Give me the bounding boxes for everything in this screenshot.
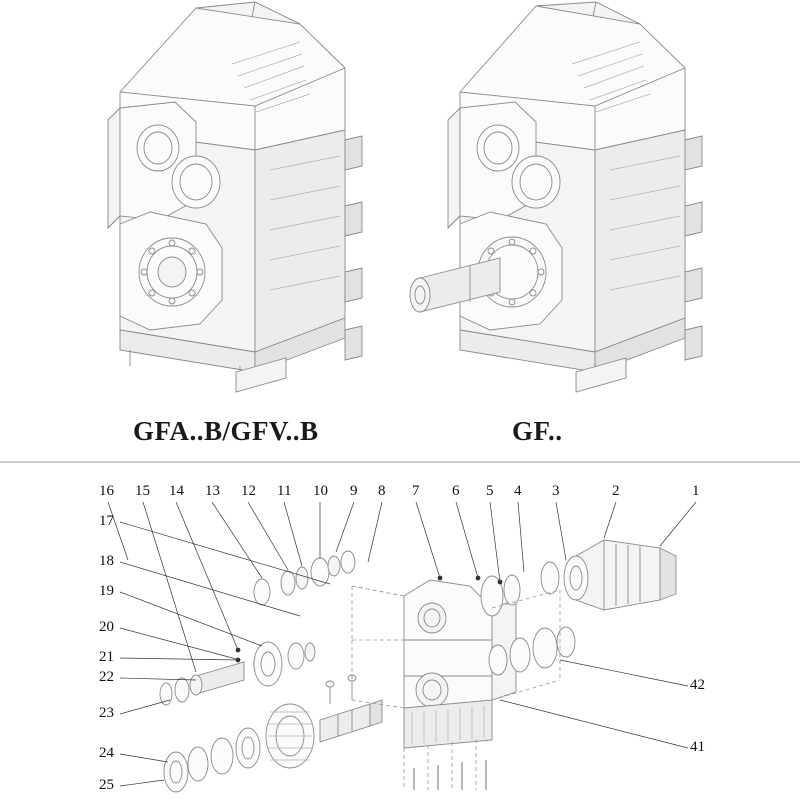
callout-19: 19 xyxy=(99,583,114,599)
callout-20: 20 xyxy=(99,619,114,635)
callout-16: 16 xyxy=(99,483,114,499)
callout-10: 10 xyxy=(313,483,328,499)
callout-8: 8 xyxy=(378,483,386,499)
exploded-assembly-art xyxy=(108,502,696,792)
callout-22: 22 xyxy=(99,669,114,685)
gearbox-right-view xyxy=(410,2,702,392)
callout-14: 14 xyxy=(169,483,184,499)
callout-5: 5 xyxy=(486,483,494,499)
caption-gfab-gfvb: GFA..B/GFV..B xyxy=(133,416,319,446)
callout-23: 23 xyxy=(99,705,114,721)
callout-41: 41 xyxy=(690,739,705,755)
callout-4: 4 xyxy=(514,483,522,499)
callout-18: 18 xyxy=(99,553,114,569)
callout-25: 25 xyxy=(99,777,114,793)
callout-24: 24 xyxy=(99,745,114,761)
callout-9: 9 xyxy=(350,483,358,499)
gearbox-left-view xyxy=(108,2,362,392)
callout-1: 1 xyxy=(692,483,700,499)
callout-7: 7 xyxy=(412,483,420,499)
callout-15: 15 xyxy=(135,483,150,499)
callout-42: 42 xyxy=(690,677,705,693)
callout-21: 21 xyxy=(99,649,114,665)
callout-13: 13 xyxy=(205,483,220,499)
callout-6: 6 xyxy=(452,483,460,499)
callout-11: 11 xyxy=(277,483,292,499)
callout-17: 17 xyxy=(99,513,114,529)
callout-12: 12 xyxy=(241,483,256,499)
callout-2: 2 xyxy=(612,483,620,499)
callout-3: 3 xyxy=(552,483,560,499)
caption-gf: GF.. xyxy=(512,416,563,446)
